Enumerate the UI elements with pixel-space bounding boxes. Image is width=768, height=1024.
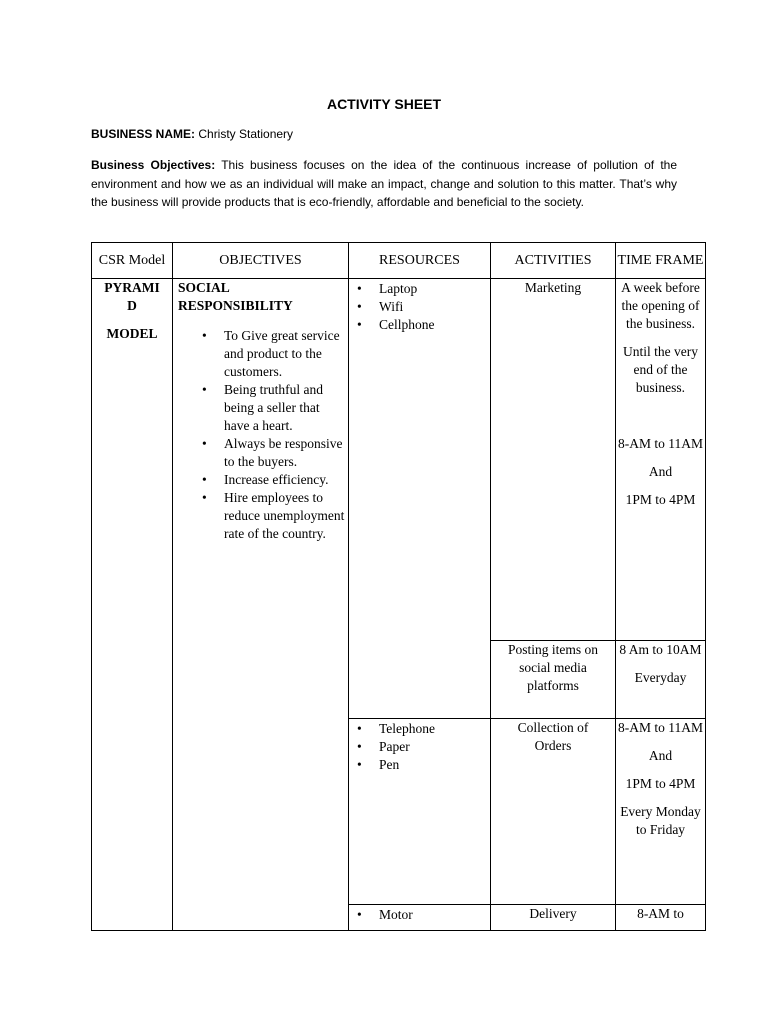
header-activities: ACTIVITIES bbox=[491, 243, 616, 279]
list-item: • To Give great service and product to the customers. bbox=[202, 327, 348, 381]
time-frame-cell-1 bbox=[616, 279, 706, 641]
activity-cell-2 bbox=[491, 641, 616, 719]
list-item: • Pen bbox=[357, 756, 490, 774]
csr-model-cell bbox=[92, 279, 173, 931]
business-name-value: Christy Stationery bbox=[195, 127, 294, 141]
time-frame-text: And bbox=[648, 748, 673, 763]
time-frame-text: And bbox=[648, 464, 673, 479]
list-item: • Increase efficiency. bbox=[202, 471, 348, 489]
resources-cell-2 bbox=[349, 719, 491, 905]
header-csr-model: CSR Model bbox=[92, 243, 173, 279]
time-frame-text: Everyday bbox=[634, 670, 687, 685]
objectives-heading-line2: RESPONSIBILITY bbox=[178, 298, 293, 313]
resources-list-3 bbox=[349, 906, 490, 924]
list-item: • Hire employees to reduce unemployment rate of the country. bbox=[202, 489, 348, 543]
list-item: • Telephone bbox=[357, 720, 490, 738]
time-frame-cell-2 bbox=[616, 641, 706, 719]
activity-cell-1 bbox=[491, 279, 616, 641]
objectives-list bbox=[178, 327, 348, 543]
activity-cell-4 bbox=[491, 905, 616, 931]
list-item: • Motor bbox=[357, 906, 490, 924]
csr-model-line3: MODEL bbox=[106, 326, 158, 341]
csr-activity-table bbox=[91, 242, 706, 931]
list-item: • Always be responsive to the buyers. bbox=[202, 435, 348, 471]
time-frame-text: Every Monday to Friday bbox=[620, 804, 701, 837]
header-objectives: OBJECTIVES bbox=[173, 243, 349, 279]
objectives-heading-line1: SOCIAL bbox=[178, 280, 230, 295]
business-name bbox=[91, 127, 293, 141]
time-frame-text: A week before the opening of the business. bbox=[621, 280, 700, 331]
activity-marketing: Marketing bbox=[524, 280, 582, 295]
list-item: • Cellphone bbox=[357, 316, 490, 334]
business-name-label: BUSINESS NAME: bbox=[91, 127, 196, 141]
header-time-frame: TIME FRAME bbox=[616, 243, 706, 279]
list-item: • Wifi bbox=[357, 298, 490, 316]
activity-posting: Posting items on social media platforms bbox=[507, 642, 598, 693]
resources-cell-3 bbox=[349, 905, 491, 931]
list-item: • Being truthful and being a seller that have a heart. bbox=[202, 381, 348, 435]
time-frame-cell-4 bbox=[616, 905, 706, 931]
table-row bbox=[92, 279, 706, 641]
header-resources: RESOURCES bbox=[349, 243, 491, 279]
business-objectives-label: Business Objectives: bbox=[91, 158, 216, 172]
resources-cell-1 bbox=[349, 279, 491, 719]
activity-delivery: Delivery bbox=[529, 906, 577, 921]
time-frame-text: 8-AM to 11AM bbox=[617, 720, 703, 735]
table-header-row bbox=[92, 243, 706, 279]
time-frame-text: 1PM to 4PM bbox=[625, 492, 696, 507]
csr-model-line2: D bbox=[127, 298, 137, 313]
time-frame-text: 8-AM to bbox=[637, 906, 684, 921]
time-frame-text: 8-AM to 11AM bbox=[617, 436, 703, 451]
activity-collection: Collection of Orders bbox=[517, 720, 589, 753]
time-frame-cell-3 bbox=[616, 719, 706, 905]
business-objectives-text: This business focuses on the idea of the continuous increase of pollution of the environment and how we as an individual will make an impact, change and solution to this matter. That’s why the business will provide products that is eco-friendly, affordable and beneficial to the society. bbox=[91, 158, 677, 209]
business-objectives-paragraph bbox=[91, 156, 677, 212]
time-frame-text: 1PM to 4PM bbox=[625, 776, 696, 791]
activity-cell-3 bbox=[491, 719, 616, 905]
objectives-cell bbox=[173, 279, 349, 931]
time-frame-text: Until the very end of the business. bbox=[623, 344, 698, 395]
csr-model-line1: PYRAMI bbox=[104, 280, 160, 295]
resources-list-2 bbox=[349, 720, 490, 774]
page-title: ACTIVITY SHEET bbox=[326, 96, 442, 112]
list-item: • Paper bbox=[357, 738, 490, 756]
time-frame-text: 8 Am to 10AM bbox=[619, 642, 702, 657]
list-item: • Laptop bbox=[357, 280, 490, 298]
resources-list-1 bbox=[349, 280, 490, 334]
